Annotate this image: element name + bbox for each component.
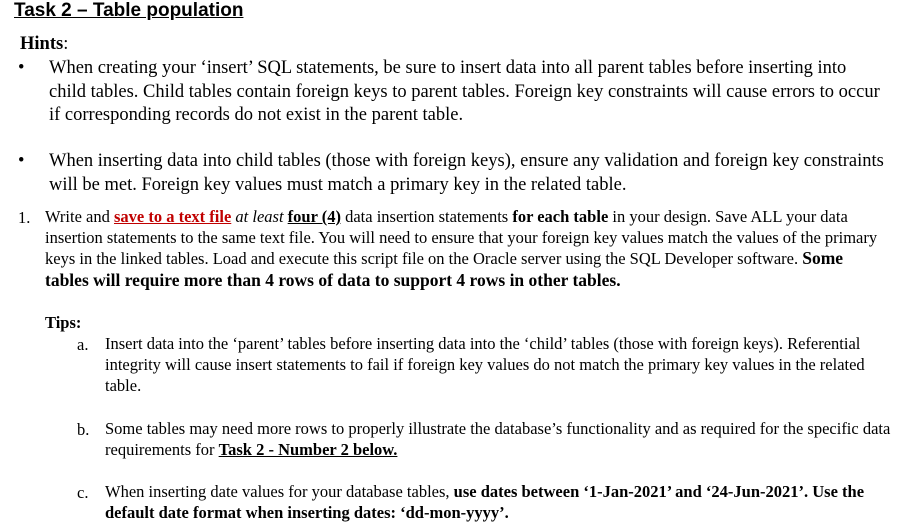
item-1-text bbox=[45, 206, 890, 291]
hints-label: Hints bbox=[20, 34, 64, 54]
tip-a-text: Insert data into the ‘parent’ tables before inserting data into the ‘child’ tables (those with foreign keys). Referential integrity will cause insert statements to fail if foreign key values do not match the primary key values in the related table. bbox=[105, 334, 865, 396]
item-1-bold-note: Some tables will require more than 4 rows of data to support 4 rows in other tables. bbox=[45, 248, 844, 290]
tip-c-part: When inserting date values for your database tables, bbox=[105, 482, 454, 501]
tip-c-text bbox=[105, 481, 895, 523]
for-each-table-text: for each table bbox=[512, 207, 609, 226]
item-number: 1. bbox=[18, 208, 31, 227]
tip-c-bold: use dates between ‘1-Jan-2021’ and ‘24-Jun-2021’. Use the default date format when inserting dates: ‘dd-mon-yyyy’. bbox=[105, 482, 865, 523]
four-text: four (4) bbox=[287, 207, 341, 226]
tip-letter: c. bbox=[77, 483, 89, 502]
item-1-part: in your design. Save ALL your data insertion statements to the same text file. You will need to ensure that your foreign key values match the values of the primary keys in the linked tables. Load and execute this script file on the Oracle server using the SQL Developer software. bbox=[45, 207, 878, 269]
at-least-text: at least bbox=[235, 207, 284, 226]
task-2-number-2-link[interactable]: Task 2 - Number 2 below. bbox=[218, 440, 398, 460]
hints-heading bbox=[20, 34, 68, 55]
hints-colon: : bbox=[63, 34, 69, 54]
tips-heading: Tips: bbox=[45, 313, 82, 332]
bullet-icon: • bbox=[18, 58, 25, 78]
tip-b-part: Some tables may need more rows to properly illustrate the database’s functionality and as required for the specific data requirements for bbox=[105, 419, 891, 460]
bullet-icon: • bbox=[18, 151, 25, 171]
tip-b-text bbox=[105, 418, 895, 460]
page-title: Task 2 – Table population bbox=[14, 0, 244, 21]
hint-bullet-1: When creating your ‘insert’ SQL statements, be sure to insert data into all parent tables before inserting into child tables. Child tables contain foreign keys to parent tables. Foreign key constraints will cause errors to occur if corresponding records do not exist in the parent table. bbox=[49, 58, 880, 125]
tip-letter: a. bbox=[77, 335, 89, 354]
hint-bullet-2: When inserting data into child tables (those with foreign keys), ensure any validation and foreign key constraints will be met. Foreign key values must match a primary key in the related table. bbox=[49, 151, 884, 195]
tip-letter: b. bbox=[77, 420, 90, 439]
save-to-text-file-link[interactable]: save to a text file bbox=[113, 207, 232, 226]
item-1-part: data insertion statements bbox=[340, 207, 513, 226]
item-1-part: Write and bbox=[45, 207, 114, 226]
